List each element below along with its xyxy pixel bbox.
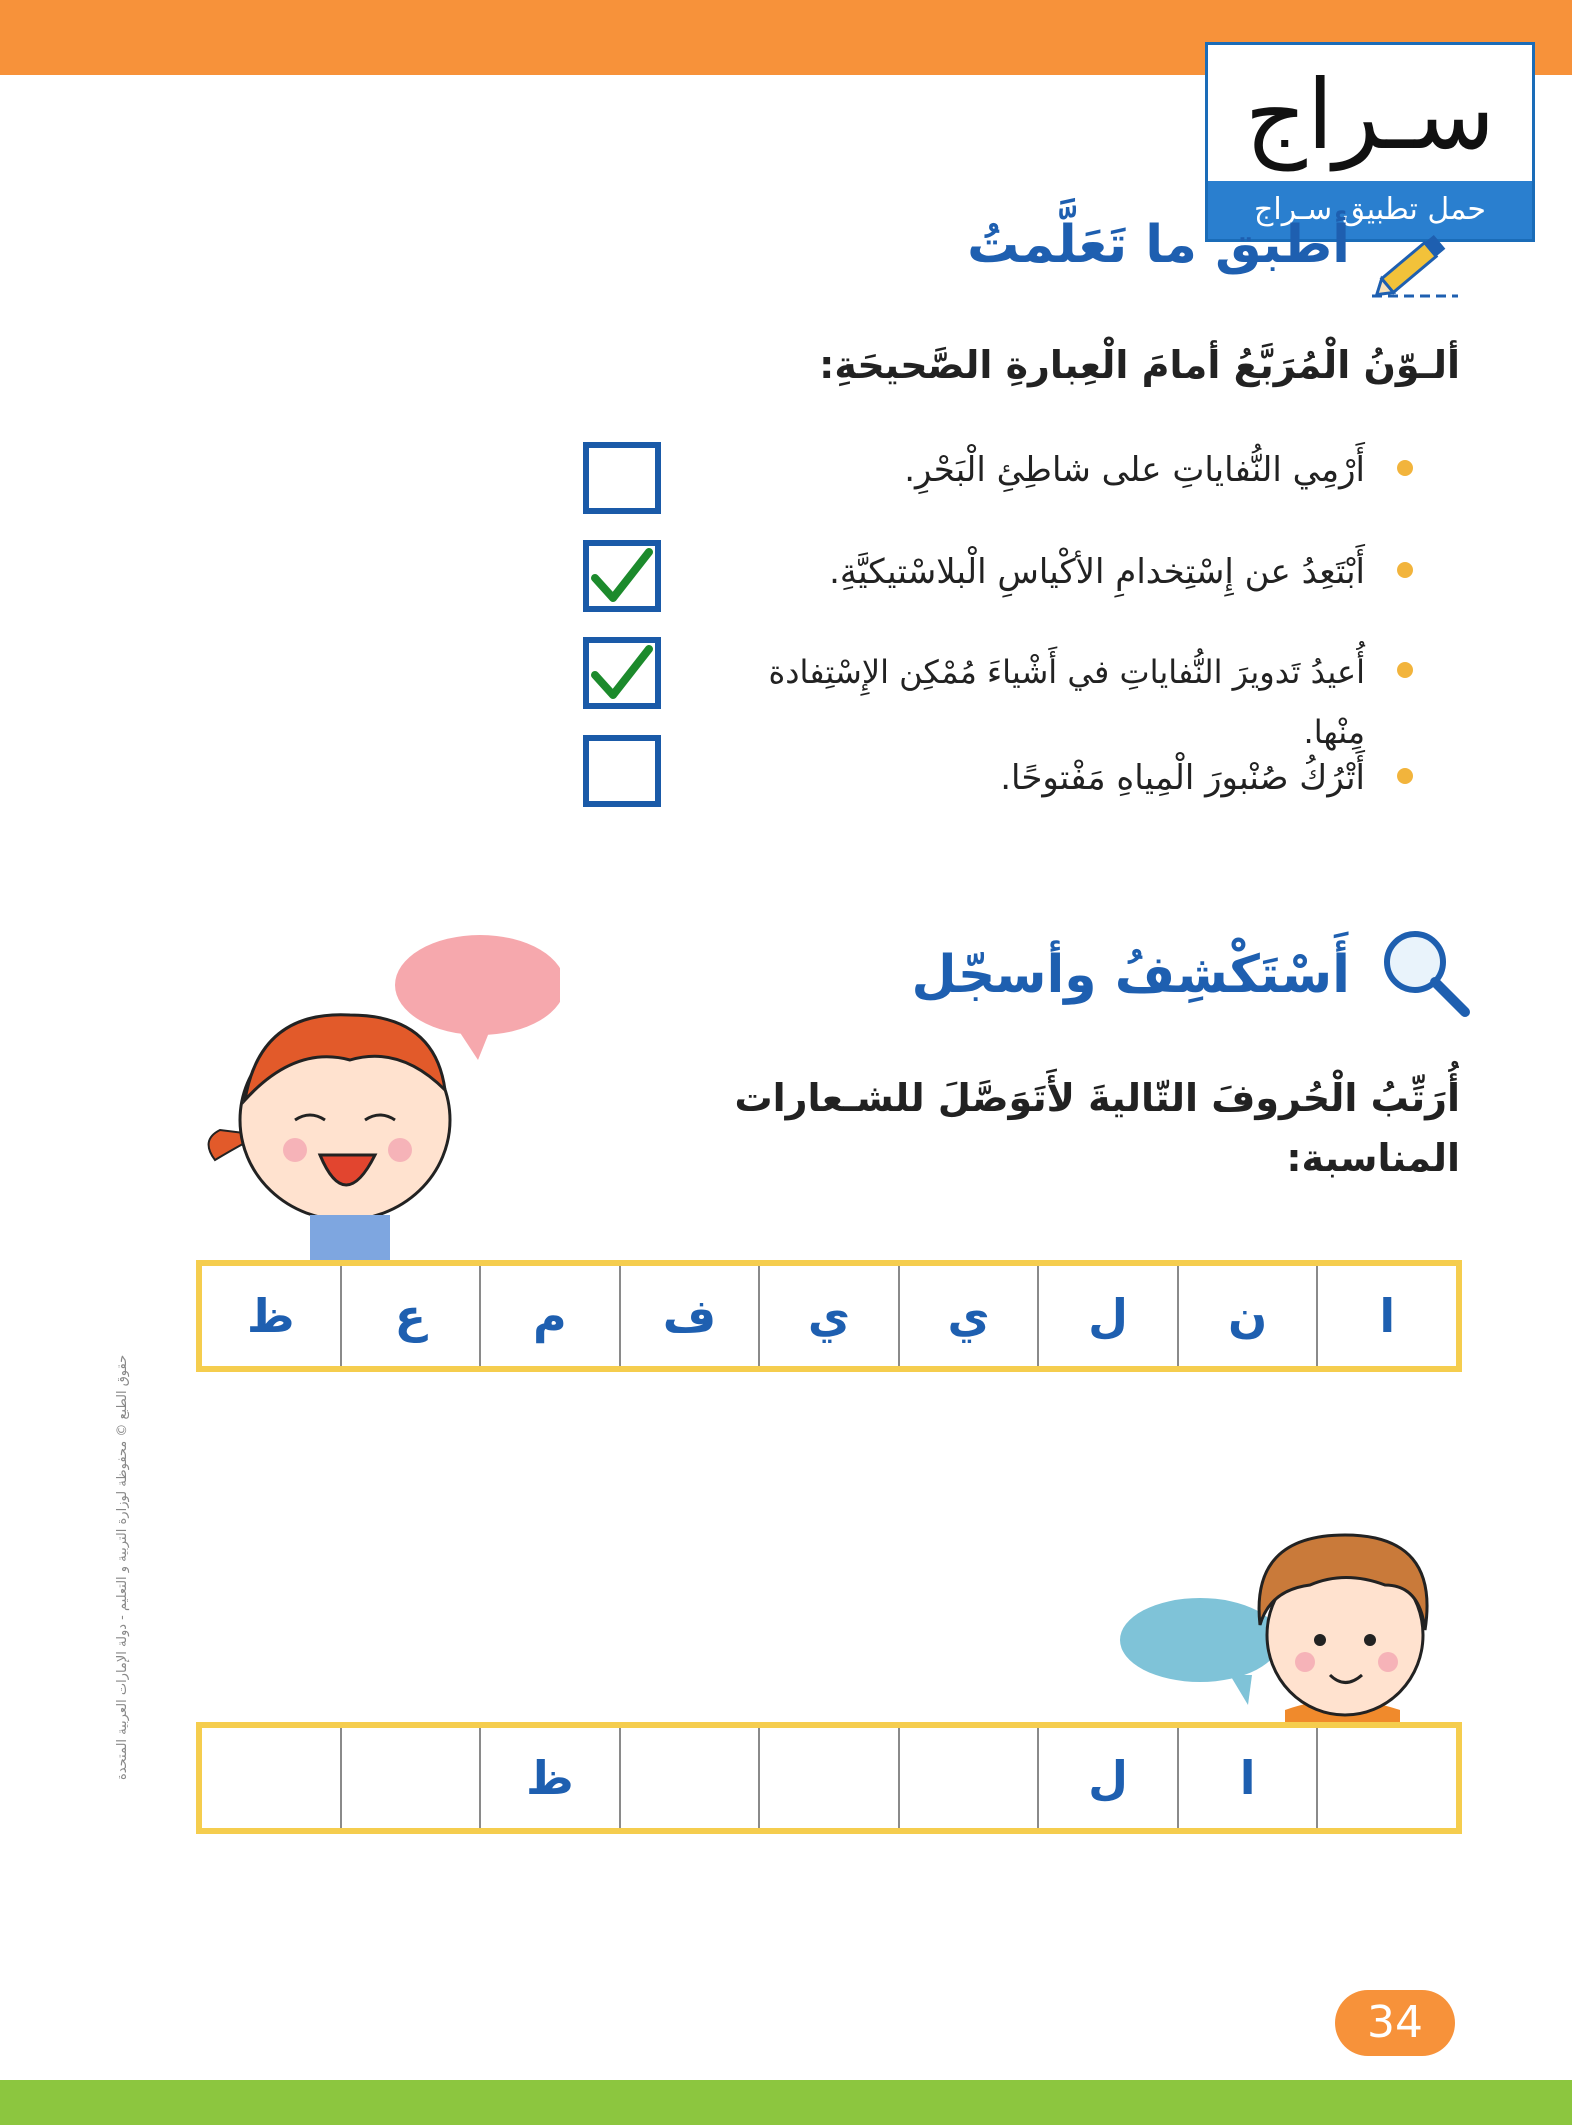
section1-instruction: ألـوّنُ الْمُرَبَّعُ أمامَ الْعِبارةِ الصَّحيحَةِ:	[819, 343, 1460, 387]
letter-cell: ي	[898, 1266, 1038, 1366]
statement-4: أَتْرُكُ صُنْبورَ الْمِياهِ مَفْتوحًا.	[1000, 758, 1365, 798]
letter-cell: ل	[1037, 1266, 1177, 1366]
page-number: 34	[1335, 1990, 1455, 2056]
answer-cell[interactable]: ا	[1177, 1728, 1317, 1828]
letter-cell: ي	[758, 1266, 898, 1366]
statement-1: أَرْمِي النُّفاياتِ على شاطِئِ الْبَحْرِ.	[904, 450, 1365, 490]
letter-cell: ا	[1316, 1266, 1456, 1366]
logo-tagline: حمل تطبيق سـراج	[1208, 181, 1532, 239]
checkbox-4[interactable]	[583, 735, 661, 807]
bottom-bar	[0, 2080, 1572, 2125]
bullet	[1397, 662, 1413, 678]
answer-grid	[196, 1722, 1462, 1834]
answer-cell[interactable]: ل	[1037, 1728, 1177, 1828]
pencil-icon	[1362, 230, 1462, 300]
logo-word: سـراج	[1244, 59, 1496, 171]
section2-instruction: أُرَتِّبُ الْحُروفَ التّاليةَ لأَتَوَصَّلَ للشـعارات المناسبة:	[734, 1076, 1460, 1180]
letter-cell: ف	[619, 1266, 759, 1366]
bullet	[1397, 768, 1413, 784]
section2-title: أَسْتَكْشِفُ وأسجّل	[911, 945, 1350, 1005]
letter-cell: م	[479, 1266, 619, 1366]
letter-cell: ع	[340, 1266, 480, 1366]
letter-cell: ظ	[246, 1289, 295, 1343]
girl-illustration	[200, 930, 560, 1260]
answer-cell[interactable]: ظ	[479, 1728, 619, 1828]
checkbox-1[interactable]	[583, 442, 661, 514]
answer-cell[interactable]	[898, 1728, 1038, 1828]
checkbox-3[interactable]	[583, 637, 661, 709]
boy-illustration	[1120, 1490, 1460, 1730]
magnifier-icon	[1375, 922, 1475, 1022]
bullet	[1397, 562, 1413, 578]
letter-cell: ن	[1177, 1266, 1317, 1366]
letters-grid	[196, 1260, 1462, 1372]
answer-cell[interactable]	[340, 1728, 480, 1828]
statement-2: أَبْتَعِدُ عن إِسْتِخدامِ الأكْياسِ الْبلاسْتيكيَّةِ.	[829, 552, 1365, 592]
statement-3: أُعيدُ تَدويرَ النُّفاياتِ في أَشْياءَ مُمْكِن الإِسْتِفادة مِنْها.	[768, 653, 1365, 751]
check-mark-icon	[589, 643, 655, 703]
bullet	[1397, 460, 1413, 476]
answer-cell[interactable]	[202, 1728, 340, 1828]
answer-cell[interactable]	[1316, 1728, 1456, 1828]
section1-title: أطبق ما تَعَلَّمتُ	[967, 215, 1350, 275]
answer-cell[interactable]	[758, 1728, 898, 1828]
check-mark-icon	[589, 546, 655, 606]
checkbox-2[interactable]	[583, 540, 661, 612]
answer-cell[interactable]	[619, 1728, 759, 1828]
copyright-note: حقوق الطبع © محفوظة لوزارة التربية و التعليم - دولة الإمارات العربية المتحدة	[115, 1354, 130, 1780]
